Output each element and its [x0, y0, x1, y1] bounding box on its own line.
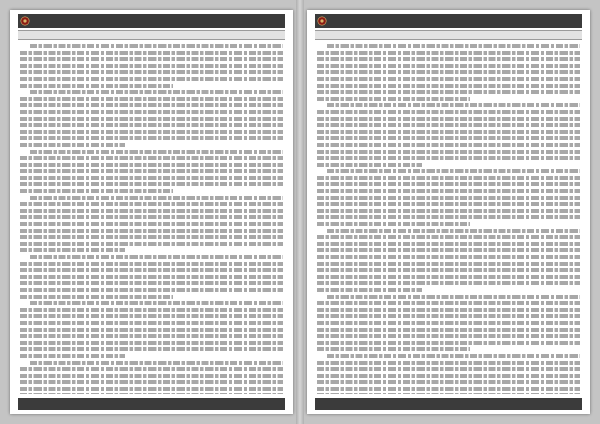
text-line-placeholder: [327, 354, 580, 358]
text-line-placeholder: [20, 189, 173, 193]
text-line-placeholder: [20, 295, 173, 299]
page-right: [307, 10, 590, 414]
text-line-placeholder: [20, 77, 283, 81]
text-line-placeholder: [20, 103, 283, 107]
text-line-placeholder: [20, 84, 173, 88]
text-line-placeholder: [317, 334, 580, 338]
text-line-placeholder: [317, 268, 580, 272]
text-line-placeholder: [30, 90, 283, 94]
text-line-placeholder: [20, 334, 283, 338]
text-line-placeholder: [317, 288, 422, 292]
text-line-placeholder: [327, 44, 580, 48]
text-line-placeholder: [20, 215, 283, 219]
text-line-placeholder: [317, 189, 580, 193]
book-gutter: [296, 0, 304, 424]
page-body-text: [20, 44, 283, 394]
text-line-placeholder: [317, 143, 580, 147]
text-line-placeholder: [317, 301, 580, 305]
text-line-placeholder: [317, 130, 580, 134]
text-line-placeholder: [20, 64, 283, 68]
text-line-placeholder: [317, 90, 580, 94]
text-line-placeholder: [317, 393, 580, 394]
text-line-placeholder: [317, 308, 580, 312]
text-line-placeholder: [20, 235, 283, 239]
text-line-placeholder: [20, 367, 283, 371]
text-line-placeholder: [317, 374, 580, 378]
text-line-placeholder: [20, 262, 283, 266]
text-line-placeholder: [317, 321, 580, 325]
text-line-placeholder: [20, 341, 283, 345]
page-header-bar: [18, 14, 285, 28]
text-line-placeholder: [327, 103, 580, 107]
text-line-placeholder: [317, 387, 580, 391]
page-body-text: [317, 44, 580, 394]
text-line-placeholder: [20, 393, 283, 394]
text-line-placeholder: [20, 176, 283, 180]
text-line-placeholder: [317, 361, 580, 365]
text-line-placeholder: [317, 136, 580, 140]
text-line-placeholder: [317, 248, 580, 252]
text-line-placeholder: [317, 262, 580, 266]
text-line-placeholder: [20, 380, 283, 384]
text-line-placeholder: [20, 288, 283, 292]
text-line-placeholder: [30, 361, 283, 365]
text-line-placeholder: [327, 229, 580, 233]
section-heading-bar: [18, 30, 285, 40]
text-line-placeholder: [317, 64, 580, 68]
text-line-placeholder: [20, 117, 283, 121]
text-line-placeholder: [317, 380, 580, 384]
text-line-placeholder: [20, 248, 125, 252]
text-line-placeholder: [317, 196, 580, 200]
text-line-placeholder: [317, 150, 580, 154]
text-line-placeholder: [327, 169, 580, 173]
text-line-placeholder: [317, 347, 470, 351]
text-line-placeholder: [20, 97, 283, 101]
text-line-placeholder: [20, 229, 283, 233]
text-line-placeholder: [20, 281, 283, 285]
text-line-placeholder: [20, 354, 125, 358]
text-line-placeholder: [317, 51, 580, 55]
text-line-placeholder: [317, 222, 470, 226]
text-line-placeholder: [317, 367, 580, 371]
text-line-placeholder: [20, 169, 283, 173]
text-line-placeholder: [20, 123, 283, 127]
text-line-placeholder: [20, 374, 283, 378]
text-line-placeholder: [20, 328, 283, 332]
text-line-placeholder: [20, 57, 283, 61]
text-line-placeholder: [317, 57, 580, 61]
text-line-placeholder: [317, 242, 580, 246]
text-line-placeholder: [317, 97, 470, 101]
text-line-placeholder: [317, 281, 580, 285]
text-line-placeholder: [20, 308, 283, 312]
text-line-placeholder: [317, 275, 580, 279]
text-line-placeholder: [20, 347, 283, 351]
text-line-placeholder: [317, 255, 580, 259]
page-footer-bar: [315, 398, 582, 410]
text-line-placeholder: [30, 196, 283, 200]
text-line-placeholder: [20, 202, 283, 206]
text-line-placeholder: [317, 176, 580, 180]
text-line-placeholder: [317, 110, 580, 114]
text-line-placeholder: [20, 51, 283, 55]
text-line-placeholder: [317, 117, 580, 121]
text-line-placeholder: [20, 163, 283, 167]
text-line-placeholder: [317, 314, 580, 318]
text-line-placeholder: [20, 156, 283, 160]
text-line-placeholder: [20, 110, 283, 114]
text-line-placeholder: [20, 275, 283, 279]
text-line-placeholder: [317, 182, 580, 186]
text-line-placeholder: [20, 321, 283, 325]
text-line-placeholder: [317, 77, 580, 81]
text-line-placeholder: [20, 182, 283, 186]
text-line-placeholder: [317, 328, 580, 332]
text-line-placeholder: [20, 314, 283, 318]
text-line-placeholder: [327, 295, 580, 299]
text-line-placeholder: [20, 209, 283, 213]
text-line-placeholder: [20, 70, 283, 74]
text-line-placeholder: [20, 387, 283, 391]
text-line-placeholder: [317, 123, 580, 127]
text-line-placeholder: [317, 209, 580, 213]
text-line-placeholder: [317, 163, 422, 167]
text-line-placeholder: [317, 341, 580, 345]
text-line-placeholder: [317, 70, 580, 74]
seal-logo: [317, 16, 327, 26]
text-line-placeholder: [20, 130, 283, 134]
text-line-placeholder: [30, 150, 283, 154]
text-line-placeholder: [20, 136, 283, 140]
text-line-placeholder: [20, 268, 283, 272]
page-footer-bar: [18, 398, 285, 410]
section-heading-bar: [315, 30, 582, 40]
text-line-placeholder: [317, 84, 580, 88]
page-left: [10, 10, 293, 414]
text-line-placeholder: [30, 44, 283, 48]
page-header-bar: [315, 14, 582, 28]
text-line-placeholder: [317, 215, 580, 219]
text-line-placeholder: [30, 255, 283, 259]
text-line-placeholder: [317, 235, 580, 239]
text-line-placeholder: [20, 222, 283, 226]
text-line-placeholder: [317, 156, 580, 160]
text-line-placeholder: [317, 202, 580, 206]
seal-logo: [20, 16, 30, 26]
text-line-placeholder: [20, 242, 283, 246]
text-line-placeholder: [30, 301, 283, 305]
text-line-placeholder: [20, 143, 125, 147]
